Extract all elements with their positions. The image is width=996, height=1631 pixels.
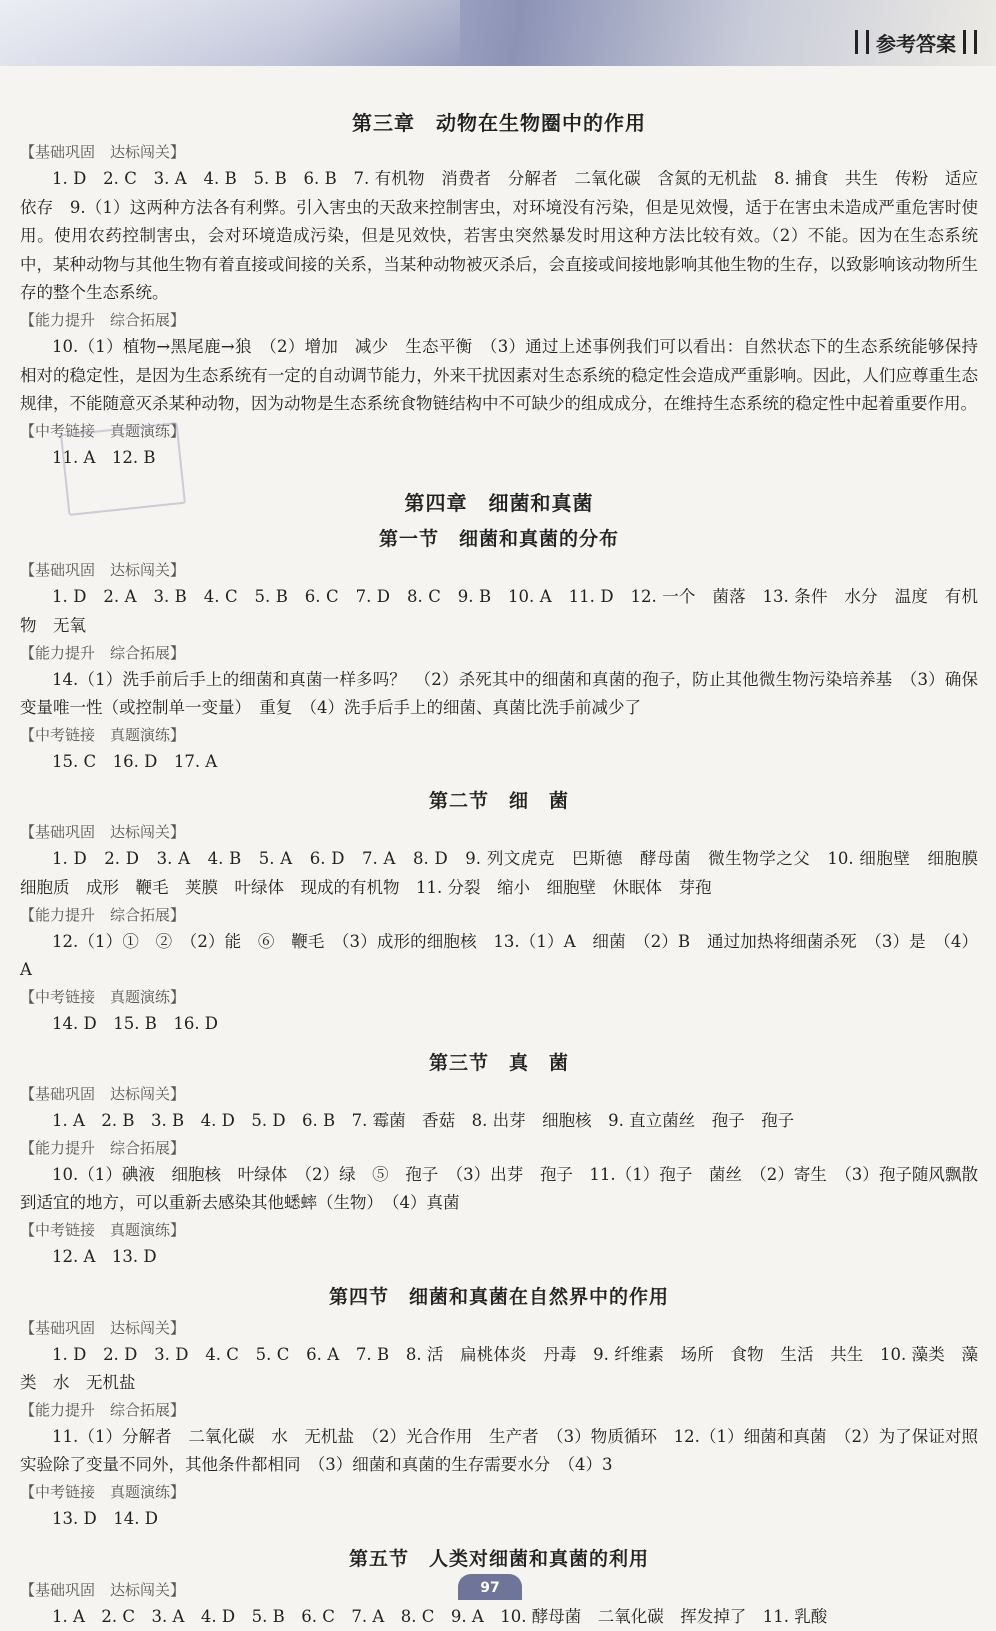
- header-banner: [0, 0, 996, 66]
- answer-paragraph: 11. A 12. B: [52, 447, 156, 467]
- section-tag: 【中考链接 真题演练】: [20, 725, 186, 744]
- chapter-3-advanced: [20, 308, 978, 419]
- section-tag: 【能力提升 综合拓展】: [20, 643, 186, 662]
- section-tag: 【能力提升 综合拓展】: [20, 905, 186, 924]
- section-1-title: 第一节 细菌和真菌的分布: [378, 528, 619, 551]
- header-bar-right: [963, 30, 966, 54]
- header-bar-right-2: [974, 30, 977, 54]
- section-tag: 【基础巩固 达标闯关】: [20, 1085, 186, 1104]
- section-tag: 【能力提升 综合拓展】: [20, 1400, 186, 1419]
- section-tag: 【中考链接 真题演练】: [20, 421, 186, 440]
- homework-stamp-image: [60, 422, 186, 516]
- answer-paragraph: 10.（1）碘液 细胞核 叶绿体 （2）绿 ⑤ 孢子 （3）出芽 孢子 11.（1）孢子 菌丝 （2）寄生 （3）孢子随风飘散到适宜的地方，可以重新去感染其他蟋蟀（生物） （4）真菌: [20, 1164, 978, 1213]
- section-tag: 【中考链接 真题演练】: [20, 1221, 186, 1240]
- answer-paragraph: 1. D 2. A 3. B 4. C 5. B 6. C 7. D 8. C 9. B 10. A 11. D 12. 一个 菌落 13. 条件 水分 温度 有机物 无氧: [20, 587, 978, 635]
- answer-paragraph: 13. D 14. D: [52, 1509, 158, 1529]
- section-5-title: 第五节 人类对细菌和真菌的利用: [348, 1547, 649, 1570]
- header-bar-left-2: [866, 30, 869, 54]
- section-2-title: 第二节 细 菌: [428, 790, 569, 813]
- answer-paragraph: 1. A 2. B 3. B 4. D 5. D 6. B 7. 霉菌 香菇 8. 出芽 细胞核 9. 直立菌丝 孢子 孢子: [52, 1111, 795, 1131]
- chapter-3-title: 第三章 动物在生物圈中的作用: [352, 111, 646, 135]
- answer-paragraph: 10.（1）植物→黑尾鹿→狼 （2）增加 减少 生态平衡 （3）通过上述事例我们可以看出：自然状态下的生态系统能够保持相对的稳定性，是因为生态系统有一定的自动调节能力，外来干扰因素对生态系统的稳定性会造成严重影响。因此，人们应尊重生态规律，不能随意灭杀某种动物，因为动物是生态系统食物链结构中不可缺少的组成成分，在维持生态系统的稳定性中起着重要作用。: [20, 336, 978, 414]
- answer-paragraph: 1. D 2. C 3. A 4. B 5. B 6. B 7. 有机物 消费者 分解者 二氧化碳 含氮的无机盐 8. 捕食 共生 传粉 适应 依存 9.（1）这两种方法各有利弊。引入害虫的天敌来控制害虫，对环境没有污染，但是见效慢，适于在害虫未造成严重危害时使用。使用农药控制害虫，会对环境造成污染，但是见效快，若害虫突然暴发时用这种方法比较有效。（2）不能。因为在生态系统中，某种动物与其他生物有着直接或间接的关系，当某种动物被灭杀后，会直接或间接地影响其他生物的生存，以致影响该动物所生存的整个生态系统。: [20, 169, 995, 303]
- section-3-title: 第三节 真 菌: [428, 1052, 569, 1075]
- answer-paragraph: 1. D 2. D 3. A 4. B 5. A 6. D 7. A 8. D 9. 列文虎克 巴斯德 酵母菌 微生物学之父 10. 细胞壁 细胞膜 细胞质 成形 鞭毛 荚膜 叶绿体 现成的有机物 11. 分裂 缩小 细胞壁 休眠体 芽孢: [20, 849, 995, 897]
- section-tag: 【基础巩固 达标闯关】: [20, 1318, 186, 1337]
- section-tag: 【基础巩固 达标闯关】: [20, 143, 186, 161]
- section-tag: 【基础巩固 达标闯关】: [20, 823, 186, 842]
- header-banner-shade: [0, 0, 460, 66]
- chapter-3-basic: [20, 140, 995, 308]
- answer-key-label: [854, 24, 978, 60]
- section-tag: 【中考链接 真题演练】: [20, 987, 186, 1006]
- answer-paragraph: 14.（1）洗手前后手上的细菌和真菌一样多吗？ （2）杀死其中的细菌和真菌的孢子，防止其他微生物污染培养基 （3）确保变量唯一性（或控制单一变量） 重复 （4）洗手后手上的细菌、真菌比洗手前减少了: [20, 669, 978, 718]
- chapter-4-title: 第四章 细菌和真菌: [404, 491, 594, 516]
- page-number: 97: [458, 1574, 522, 1600]
- answer-paragraph: 12.（1）① ② （2）能 ⑥ 鞭毛 （3）成形的细胞核 13.（1）A 细菌 （2）B 通过加热将细菌杀死 （3）是 （4）A: [20, 931, 978, 980]
- answer-paragraph: 12. A 13. D: [52, 1247, 157, 1267]
- section-4-title: 第四节 细菌和真菌在自然界中的作用: [328, 1285, 669, 1308]
- answer-paragraph: 1. D 2. D 3. D 4. C 5. C 6. A 7. B 8. 活 扁桃体炎 丹毒 9. 纤维素 场所 食物 生活 共生 10. 藻类 藻类 水 无机盐: [20, 1344, 978, 1393]
- answer-paragraph: 11.（1）分解者 二氧化碳 水 无机盐 （2）光合作用 生产者 （3）物质循环 12.（1）细菌和真菌 （2）为了保证对照实验除了变量不同外，其他条件都相同 （3）细菌和真菌的生存需要水分 （4）3: [20, 1426, 978, 1475]
- section-tag: 【能力提升 综合拓展】: [20, 310, 186, 329]
- header-bar-left: [855, 30, 858, 54]
- answer-key-text: 参考答案: [876, 31, 956, 56]
- answer-content: [20, 106, 995, 1631]
- answer-paragraph: 15. C 16. D 17. A: [52, 751, 218, 771]
- answer-paragraph: 1. A 2. C 3. A 4. D 5. B 6. C 7. A 8. C 9. A 10. 酵母菌 二氧化碳 挥发掉了 11. 乳酸: [52, 1606, 828, 1626]
- section-tag: 【基础巩固 达标闯关】: [20, 561, 186, 580]
- answer-paragraph: 14. D 15. B 16. D: [52, 1013, 219, 1033]
- section-tag: 【基础巩固 达标闯关】: [20, 1580, 186, 1599]
- section-tag: 【能力提升 综合拓展】: [20, 1138, 186, 1157]
- section-tag: 【中考链接 真题演练】: [20, 1483, 186, 1502]
